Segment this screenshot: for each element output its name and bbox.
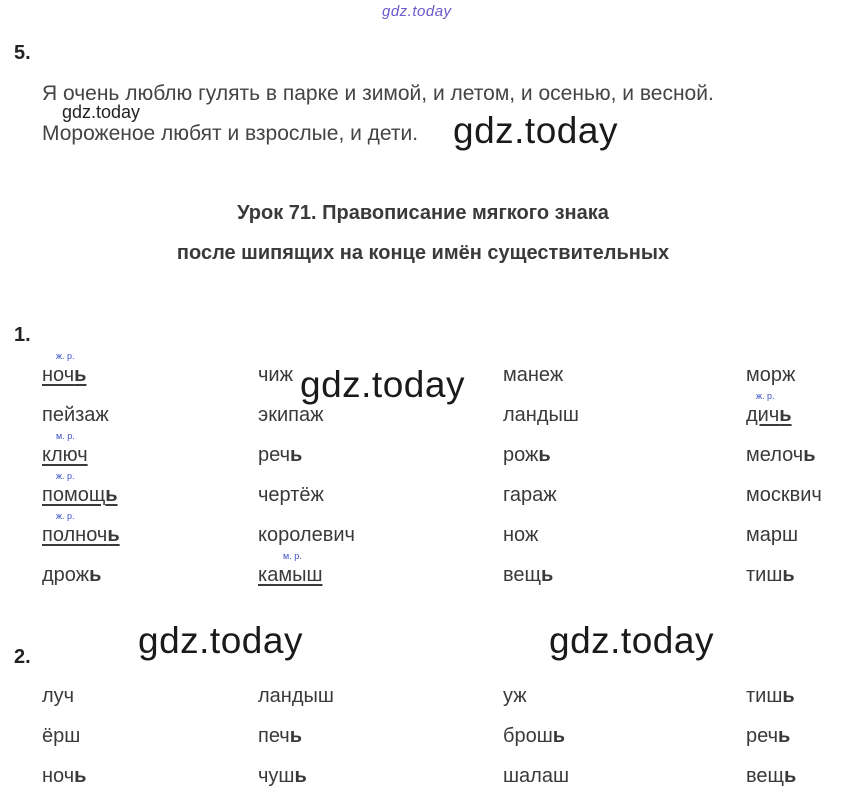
word-base: полноч (42, 524, 108, 546)
word-base: ландыш (503, 404, 579, 426)
word-item (42, 484, 118, 507)
gender-note: м. р. (283, 551, 302, 561)
word-base: вещ (746, 765, 784, 787)
word-item (746, 725, 790, 748)
word-base: королевич (258, 524, 355, 546)
word-base: тиш (746, 685, 783, 707)
word-base: помощ (42, 484, 106, 506)
word-base: камыш (258, 564, 323, 586)
gender-note: ж. р. (56, 511, 75, 521)
word-item (746, 444, 816, 467)
word-base: реч (258, 444, 291, 466)
word-item (42, 725, 80, 748)
task-5-sentence-2: Мороженое любят и взрослые, и дети. (42, 122, 419, 145)
soft-sign-ending: ь (74, 765, 87, 787)
word-base: чуш (258, 765, 295, 787)
soft-sign-ending: ь (778, 725, 791, 747)
word-item (42, 765, 86, 788)
word-base: шалаш (503, 765, 570, 787)
word-item (42, 524, 120, 547)
task-5-number: 5. (14, 42, 31, 64)
word-item (258, 685, 334, 708)
word-base: ёрш (42, 725, 81, 747)
word-item (746, 685, 795, 708)
word-item (503, 564, 553, 587)
word-item (503, 685, 527, 708)
soft-sign-ending: ь (294, 765, 307, 787)
word-base: ноч (42, 765, 75, 787)
gender-note: ж. р. (56, 471, 75, 481)
lesson-title-line-1: Урок 71. Правописание мягкого знака (237, 202, 609, 224)
word-item (503, 524, 538, 547)
word-item (42, 685, 74, 708)
word-item (503, 404, 579, 427)
word-base: брош (503, 725, 553, 747)
word-item (503, 364, 563, 387)
word-base: рож (503, 444, 539, 466)
word-base: экипаж (258, 404, 324, 426)
soft-sign-ending: ь (538, 444, 551, 466)
word-item (258, 364, 293, 387)
watermark-2: gdz.today (300, 364, 465, 405)
word-base: марш (746, 524, 799, 546)
task-1-number: 1. (14, 324, 31, 346)
word-item (258, 404, 323, 427)
soft-sign-ending: ь (782, 685, 795, 707)
task-5-sentence-1: Я очень люблю гулять в парке и зимой, и летом, и осенью, и весной. (42, 82, 714, 105)
word-base: пейзаж (42, 404, 109, 426)
word-base: дрож (42, 564, 90, 586)
word-base: луч (42, 685, 75, 707)
soft-sign-ending: ь (105, 484, 118, 506)
word-base: манеж (503, 364, 564, 386)
word-base: ключ (42, 444, 88, 466)
watermark-1: gdz.today (453, 110, 618, 151)
word-item (42, 444, 88, 467)
word-base: печ (258, 725, 290, 747)
soft-sign-ending: ь (779, 404, 792, 426)
word-item (258, 564, 322, 587)
word-base: гараж (503, 484, 557, 506)
word-item (746, 524, 798, 547)
word-base: ноч (42, 364, 75, 386)
word-base: вещ (503, 564, 541, 586)
gender-note: ж. р. (56, 351, 75, 361)
word-item (746, 765, 796, 788)
task-2-number: 2. (14, 646, 31, 668)
word-item (42, 404, 109, 427)
soft-sign-ending: ь (803, 444, 816, 466)
soft-sign-ending: ь (290, 444, 303, 466)
word-base: дич (746, 404, 780, 426)
word-base: чертёж (258, 484, 324, 506)
watermark-4: gdz.today (549, 620, 714, 661)
word-item (746, 364, 795, 387)
word-base: морж (746, 364, 796, 386)
word-item (503, 725, 565, 748)
word-item (746, 564, 795, 587)
gender-note: ж. р. (756, 391, 775, 401)
word-base: чиж (258, 364, 293, 386)
word-base: тиш (746, 564, 783, 586)
word-base: ландыш (258, 685, 334, 707)
word-item (258, 444, 302, 467)
word-base: нож (503, 524, 539, 546)
word-item (746, 484, 822, 507)
watermark-3: gdz.today (138, 620, 303, 661)
word-item (746, 404, 792, 427)
soft-sign-ending: ь (289, 725, 303, 747)
gender-note: м. р. (56, 431, 75, 441)
word-item (258, 484, 324, 507)
word-item (42, 364, 86, 387)
word-item (503, 484, 557, 507)
lesson-title-line-2: после шипящих на конце имён существительных (176, 242, 670, 264)
watermark-top: gdz.today (382, 3, 452, 20)
watermark-small: gdz.today (62, 102, 141, 122)
word-item (258, 725, 302, 748)
word-item (258, 524, 355, 547)
soft-sign-ending: ь (540, 564, 554, 586)
word-base: уж (503, 685, 527, 707)
word-item (503, 765, 569, 788)
word-base: реч (746, 725, 779, 747)
word-base: москвич (746, 484, 822, 506)
word-item (258, 765, 307, 788)
soft-sign-ending: ь (74, 364, 87, 386)
word-base: мелоч (746, 444, 804, 466)
soft-sign-ending: ь (107, 524, 120, 546)
word-item (42, 564, 101, 587)
word-item (503, 444, 551, 467)
soft-sign-ending: ь (89, 564, 102, 586)
soft-sign-ending: ь (783, 765, 797, 787)
soft-sign-ending: ь (782, 564, 795, 586)
soft-sign-ending: ь (552, 725, 566, 747)
